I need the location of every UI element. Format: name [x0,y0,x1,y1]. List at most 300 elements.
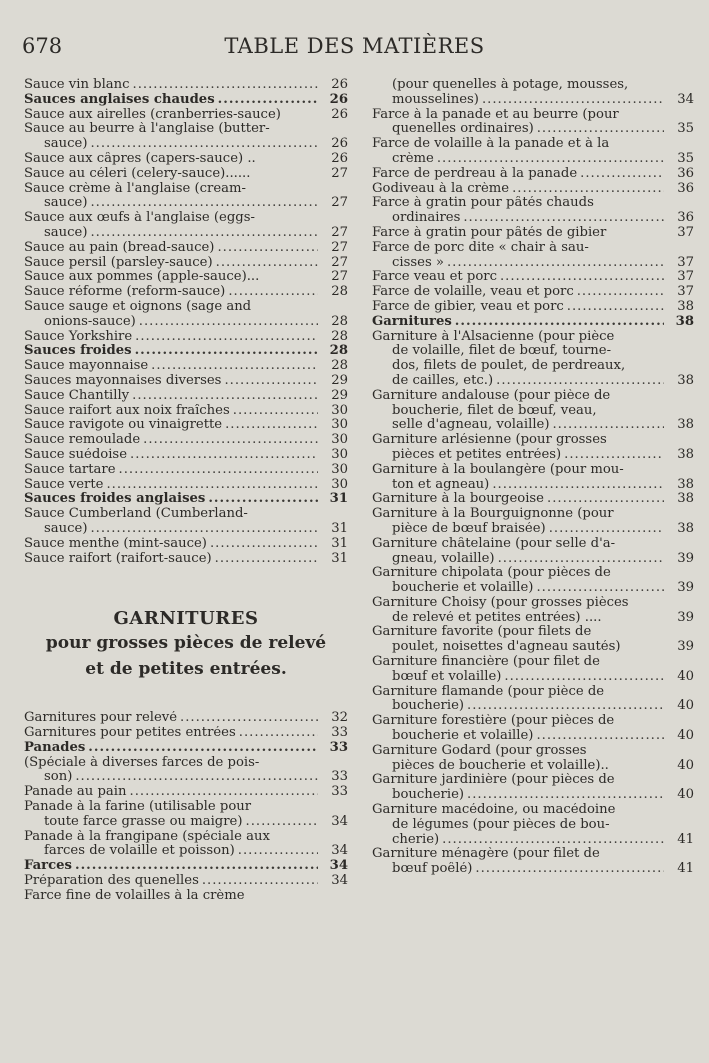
toc-entry-text: Panade à la frangipane (spéciale aux [24,829,270,844]
toc-entry-line [24,785,348,800]
toc-entry [372,537,694,567]
leader-dots [580,167,664,182]
toc-page-number: 33 [331,784,348,800]
toc-page-number: 41 [677,831,694,847]
toc-entry-line [24,741,348,756]
toc-entry-text: ordinaires [392,211,461,226]
toc-entry [372,744,694,774]
toc-entry-text: pièces et petites entrées) [392,447,562,462]
toc-entry-text: Sauce remoulade [24,433,141,448]
leader-dots [500,270,664,285]
toc-page-number: 40 [677,668,694,684]
toc-entry-text: Sauce crème à l'anglaise (cream- [24,181,246,196]
toc-entry-text: Sauce Cumberland (Cumberland- [24,507,248,522]
toc-page-number: 39 [677,580,694,596]
toc-entry-line [372,270,694,285]
toc-entry-text: Sauce menthe (mint-sauce) [24,536,207,551]
section-heading [24,608,348,681]
toc-entry-line [24,889,348,904]
toc-entry [372,685,694,715]
toc-entry-line [372,478,694,493]
toc-entry [372,389,694,433]
toc-entry-line [24,463,348,478]
leader-dots [512,182,664,197]
toc-entry-text: Garniture flamande (pour pièce de [372,684,605,699]
toc-entry-line [24,552,348,567]
toc-page-number: 26 [331,136,348,152]
leader-dots [215,552,318,567]
leader-dots [233,404,318,419]
leader-dots [135,344,318,359]
toc-entry [24,122,348,152]
toc-entry-line [372,122,694,137]
toc-entry-text: Farce de gibier, veau et porc [372,299,564,314]
toc-entry [372,492,694,507]
toc-entry [24,78,348,93]
toc-entry-line [24,448,348,463]
toc-entry-text: son) [44,770,73,785]
toc-entry-text: Farce fine de volailles à la crème [24,888,245,903]
leader-dots [442,833,664,848]
toc-page-number: 27 [331,254,348,270]
toc-entry-text: de volaille, filet de bœuf, tourne- [392,344,612,359]
toc-entry-text: Garniture macédoine, ou macédoine [372,803,616,818]
toc-entry-line [372,137,694,152]
toc-entry [372,226,694,241]
toc-entry-text: sauce) [44,196,88,211]
toc-entry-text: Farce de perdreau à la panade [372,166,578,181]
section-title: GARNITURES [113,608,259,630]
toc-entry-line [24,433,348,448]
toc-page-number: 28 [331,284,348,300]
toc-entry [24,859,348,874]
leader-dots [139,315,318,330]
toc-page-number: 41 [677,861,694,877]
toc-entry-line [24,507,348,522]
toc-entry-text: Sauce au pain (bread-sauce) [24,240,215,255]
toc-page-number: 31 [329,491,348,507]
leader-dots [228,285,318,300]
toc-entry-text: cisses » [392,255,444,270]
toc-page-number: 39 [677,550,694,566]
toc-entry [24,478,348,493]
toc-entry-text: sauce) [44,521,88,536]
toc-page-number: 38 [677,372,694,388]
toc-page-number: 37 [677,269,694,285]
toc-entry-text: Sauces froides [24,344,132,359]
toc-entry-line [372,788,694,803]
leader-dots [210,537,318,552]
toc-entry-text: gneau, volaille) [392,551,495,566]
toc-entry [372,270,694,285]
toc-entry-text: Sauce raifort aux noix fraîches [24,403,230,418]
toc-entry [372,803,694,847]
toc-entry [372,300,694,315]
toc-entry-text: Sauce vin blanc [24,78,130,92]
toc-entry-text: mousselines) [392,92,479,107]
toc-entry-line [372,566,694,581]
toc-entry-text: Garniture à la bourgeoise [372,492,544,507]
toc-entry-line [24,270,348,285]
toc-entry [24,711,348,726]
toc-entry-line [24,359,348,374]
leader-dots [90,522,318,537]
toc-entry-line [24,711,348,726]
toc-entry [372,566,694,596]
toc-entry-text: Garniture andalouse (pour pièce de [372,388,611,403]
toc-page-number: 26 [329,91,348,107]
toc-entry [372,596,694,626]
toc-entry-line [372,182,694,197]
toc-page-number: 26 [331,150,348,166]
leader-dots [202,874,318,889]
toc-page-number: 30 [331,461,348,477]
toc-entry-text: boucherie et volaille) [392,581,534,596]
toc-entry [372,285,694,300]
toc-page-number: 26 [331,106,348,122]
toc-entry-line [24,537,348,552]
toc-entry-text: ton et agneau) [392,477,490,492]
toc-entry-line [372,581,694,596]
toc-entry-text: selle d'agneau, volaille) [392,418,550,433]
toc-entry-text: Panade au pain [24,785,127,800]
toc-entry-text: pièce de bœuf braisée) [392,521,546,536]
toc-entry-text: boucherie) [392,788,465,803]
toc-page-number: 34 [331,813,348,829]
toc-entry-line [372,433,694,448]
toc-entry-text: Sauces froides anglaises [24,492,206,507]
toc-entry-text: Farce de porc dite « chair à sau- [372,240,589,255]
toc-entry-text: Farce à gratin pour pâtés chauds [372,196,594,211]
toc-entry-text: Garniture chipolata (pour pièces de [372,566,611,581]
leader-dots [549,522,664,537]
toc-entry-line [24,241,348,256]
leader-dots [482,93,664,108]
toc-entry [372,847,694,877]
toc-entry [24,552,348,567]
toc-entry-line [372,714,694,729]
toc-page-number: 36 [677,180,694,196]
toc-entry-line [24,152,348,167]
toc-entry [24,167,348,182]
toc-entry-line [372,729,694,744]
toc-entry-text: Sauce sauge et oignons (sage and [24,299,252,314]
toc-entry-line [372,537,694,552]
toc-entry-text: Garniture financière (pour filet de [372,655,600,670]
section-subtitle-line1: pour grosses pièces de relevé [45,633,327,654]
page-header [0,32,709,64]
toc-entry-line [24,522,348,537]
toc-entry [24,537,348,552]
toc-page-number: 38 [677,520,694,536]
leader-dots [246,815,318,830]
toc-page-number: 34 [331,843,348,859]
leader-dots [180,711,318,726]
toc-entry-line [372,226,694,241]
toc-entry-line [372,492,694,507]
toc-entry [372,655,694,685]
toc-entry-line [372,404,694,419]
leader-dots [88,741,318,756]
toc-entry-line [372,78,694,93]
leader-dots [151,359,318,374]
toc-entry-text: Sauce aux airelles (cranberries-sauce) [24,107,281,122]
toc-entry-text: bœuf et volaille) [392,669,502,684]
toc-entry-line [24,211,348,226]
toc-entry [24,300,348,330]
toc-entry [24,741,348,756]
toc-entry-text: Panades [24,740,86,755]
toc-page-number: 38 [677,491,694,507]
leader-dots [455,315,664,330]
toc-entry-text: Farce veau et porc [372,270,497,285]
leader-dots [564,448,664,463]
toc-entry-line [24,418,348,433]
toc-entry-text: Garniture à la boulangère (pour mou- [372,462,624,477]
toc-entry-text: farces de volaille et poisson) [44,844,235,859]
toc-page-number: 29 [331,387,348,403]
toc-entry [24,404,348,419]
toc-entry [24,830,348,860]
toc-entry-text: Sauce Yorkshire [24,329,133,344]
toc-entry-line [372,285,694,300]
toc-page-number: 37 [677,284,694,300]
toc-entry-line [24,108,348,123]
toc-entry-line [372,108,694,123]
toc-entry-line [24,478,348,493]
toc-entry-line [372,241,694,256]
toc-entry-line [372,759,694,774]
toc-entry [24,285,348,300]
toc-entry [372,182,694,197]
leader-dots [537,122,664,137]
toc-entry-text: Sauce aux pommes (apple-sauce)... [24,270,260,285]
toc-page-number: 28 [331,358,348,374]
toc-entry-line [24,300,348,315]
toc-entry [24,270,348,285]
toc-entry-line [372,300,694,315]
toc-entry [372,714,694,744]
left-top-entries [24,78,348,566]
toc-entry [24,211,348,241]
toc-page-number: 38 [675,313,694,329]
toc-entry-line [372,862,694,877]
leader-dots [498,552,664,567]
toc-entry-text: Garniture favorite (pour filets de [372,625,592,640]
toc-entry [24,874,348,889]
toc-entry-line [24,815,348,830]
right-column [372,78,694,877]
toc-entry-line [372,625,694,640]
toc-entry-text: Sauce verte [24,477,104,492]
toc-entry-text: Godiveau à la crème [372,181,510,196]
toc-entry [24,418,348,433]
toc-entry [372,463,694,493]
leader-dots [119,463,318,478]
toc-entry-text: de relevé et petites entrées) .... [392,610,602,625]
toc-entry-text: Garniture ménagère (pour filet de [372,847,600,862]
toc-entry-text: Sauce persil (parsley-sauce) [24,255,213,270]
toc-entry [372,167,694,182]
toc-entry-line [372,655,694,670]
toc-entry-line [372,389,694,404]
toc-page-number: 30 [331,432,348,448]
toc-entry [24,182,348,212]
toc-entry-line [24,770,348,785]
toc-entry-text: Panade à la farine (utilisable pour [24,800,252,815]
toc-entry-text: Sauce tartare [24,462,116,477]
toc-entry [24,241,348,256]
toc-entry-line [24,844,348,859]
toc-entry-text: Farce de volaille, veau et porc [372,285,574,300]
toc-entry-text: de cailles, etc.) [392,373,494,388]
toc-entry-line [24,122,348,137]
toc-entry-line [24,93,348,108]
toc-entry [24,433,348,448]
toc-entry-text: Sauces anglaises chaudes [24,92,215,107]
toc-page-number: 36 [677,210,694,226]
toc-entry [24,359,348,374]
toc-entry-text: Garniture à la Bourguignonne (pour [372,507,614,522]
toc-entry-line [372,818,694,833]
toc-page-number: 31 [331,550,348,566]
leader-dots [90,226,318,241]
toc-entry [372,315,694,330]
leader-dots [447,256,664,271]
toc-entry-line [372,330,694,345]
toc-entry-text: toute farce grasse ou maigre) [44,814,243,829]
toc-entry-line [372,744,694,759]
toc-entry [24,785,348,800]
toc-entry-text: quenelles ordinaires) [392,122,534,137]
toc-entry-line [372,833,694,848]
toc-entry [372,78,694,108]
leader-dots [536,729,664,744]
leader-dots [496,374,664,389]
toc-entry [24,463,348,478]
toc-entry-text: crème [392,151,434,166]
toc-entry-text: Garniture arlésienne (pour grosses [372,433,607,448]
toc-entry [372,137,694,167]
leader-dots [75,859,318,874]
toc-entry-text: Garniture forestière (pour pièces de [372,714,615,729]
toc-entry-text: Garniture jardinière (pour pièces de [372,773,615,788]
leader-dots [567,300,664,315]
toc-entry-line [372,344,694,359]
toc-page-number: 27 [331,165,348,181]
toc-page-number: 39 [677,609,694,625]
toc-entry-line [24,285,348,300]
toc-page-number: 35 [677,150,694,166]
toc-entry-text: Garnitures pour petites entrées [24,726,236,741]
toc-entry-text: Farce à gratin pour pâtés de gibier [372,225,607,240]
toc-entry [372,241,694,271]
leader-dots [75,770,318,785]
toc-entry-text: Sauce mayonnaise [24,359,149,374]
toc-page-number: 34 [677,91,694,107]
leader-dots [130,448,318,463]
toc-entry-line [372,374,694,389]
toc-entry-text: cherie) [392,832,440,847]
toc-entry-line [372,167,694,182]
leader-dots [547,492,664,507]
toc-entry-text: Farces [24,859,72,874]
toc-entry-line [372,359,694,374]
leader-dots [208,492,318,507]
leader-dots [467,699,664,714]
leader-dots [577,285,664,300]
toc-page-number: 38 [677,298,694,314]
toc-entry-text: Garniture Godard (pour grosses [372,743,587,758]
page-number: 678 [22,34,63,58]
leader-dots [130,785,319,800]
toc-entry-line [372,670,694,685]
leader-dots [463,211,664,226]
toc-page-number: 34 [329,858,348,874]
toc-entry-text: Sauce suédoise [24,447,128,462]
toc-page-number: 31 [331,520,348,536]
toc-page-number: 40 [677,787,694,803]
toc-page-number: 40 [677,728,694,744]
toc-entry [24,448,348,463]
toc-entry-line [24,344,348,359]
leader-dots [132,389,318,404]
toc-entry [24,389,348,404]
toc-entry [372,507,694,537]
toc-entry-line [372,552,694,567]
toc-entry-line [24,374,348,389]
toc-entry-line [372,507,694,522]
toc-entry-line [372,847,694,862]
toc-entry-text: Sauces mayonnaises diverses [24,373,222,388]
toc-entry-line [24,137,348,152]
toc-entry [24,756,348,786]
toc-page-number: 28 [329,343,348,359]
toc-entry-text: de légumes (pour pièces de bou- [392,817,610,832]
toc-entry [372,330,694,389]
toc-page-number: 29 [331,372,348,388]
toc-entry-text: Sauce aux œufs à l'anglaise (eggs- [24,211,255,226]
leader-dots [504,670,664,685]
left-bottom-entries [24,711,348,903]
toc-entry [372,773,694,803]
toc-entry-line [24,874,348,889]
toc-entry-line [372,596,694,611]
toc-page-number: 35 [677,121,694,137]
toc-entry-line [372,93,694,108]
toc-entry-text: Garniture à l'Alsacienne (pour pièce [372,329,615,344]
toc-entry [372,625,694,655]
toc-entry-line [24,830,348,845]
toc-entry [372,433,694,463]
toc-entry-line [24,404,348,419]
leader-dots [475,862,664,877]
toc-entry-line [372,640,694,655]
toc-entry-line [372,256,694,271]
toc-page-number: 33 [331,725,348,741]
toc-page-number: 27 [331,224,348,240]
toc-entry-line [24,726,348,741]
toc-entry-line [24,389,348,404]
toc-page-number: 40 [677,757,694,773]
toc-entry-line [372,152,694,167]
toc-entry-line [372,418,694,433]
leader-dots [135,330,318,345]
toc-entry-text: Garniture châtelaine (pour selle d'a- [372,536,616,551]
right-entries [372,78,694,877]
toc-entry-text: Garnitures pour relevé [24,711,178,726]
leader-dots [90,137,318,152]
